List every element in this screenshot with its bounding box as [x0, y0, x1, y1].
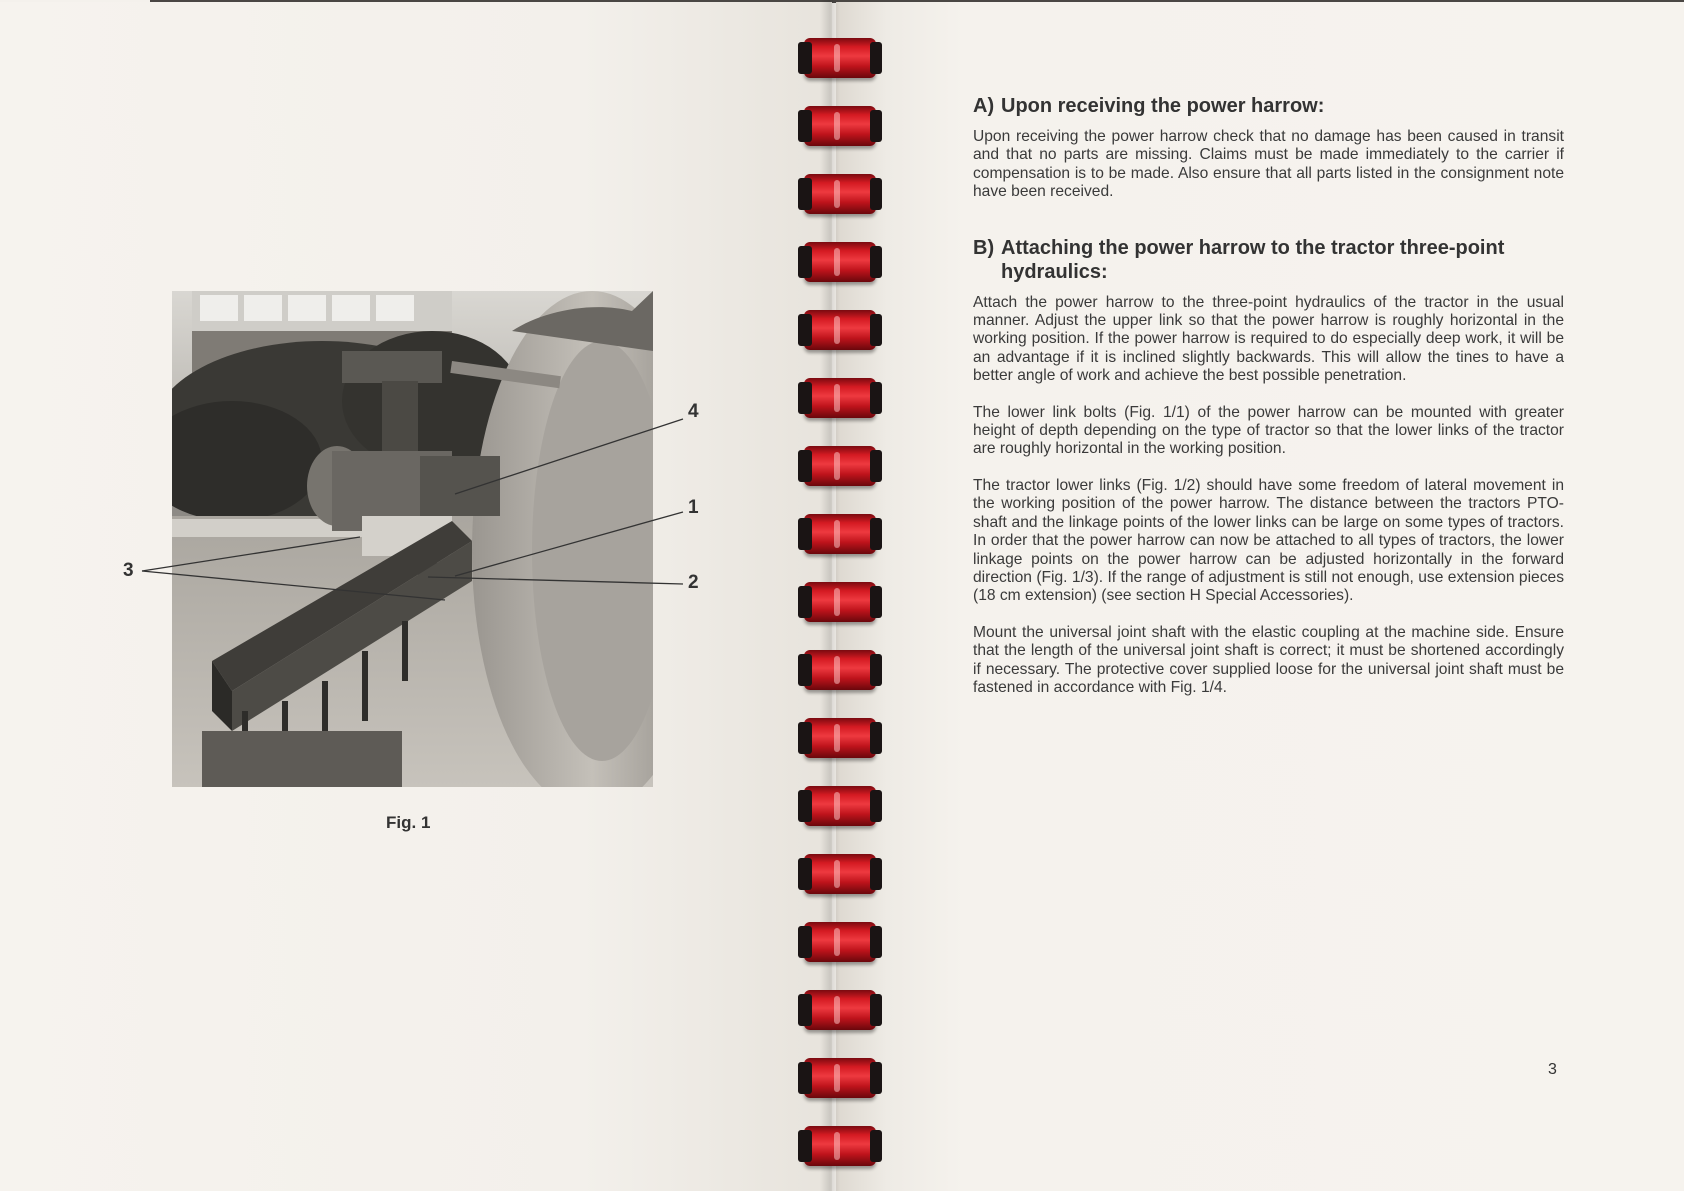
binding-coil	[804, 718, 876, 758]
section-a-letter: A)	[973, 95, 995, 117]
section-b-paragraph-4: Mount the universal joint shaft with the elastic coupling at the machine side. Ensure that the length of the universal joint shaft is correct; it must be shortened accordingly if necessary. The protective cover supplied loose for the universal joint shaft must be fastened in accordance with Fig. 1/4.	[973, 623, 1564, 696]
figure-caption: Fig. 1	[386, 813, 431, 832]
section-b-paragraph-1: Attach the power harrow to the three-point hydraulics of the tractor in the usual manner. Adjust the upper link so that the power harrow is roughly horizontal in the working position. If the power harrow is required to do especially deep work, it will be an advantage if it is inclined slightly backwards. This will allow the tines to have a better angle of work and achieve the best possible penetration.	[973, 293, 1564, 385]
section-b-paragraph-2: The lower link bolts (Fig. 1/1) of the power harrow can be mounted with greater height of depth depending on the type of tractor so that the lower links of the tractor are roughly horizontal in the working position.	[973, 403, 1564, 458]
binding-coil	[804, 514, 876, 554]
section-a-heading	[973, 94, 1564, 118]
binding-coil	[804, 922, 876, 962]
binding-coil	[804, 38, 876, 78]
binding-coil	[804, 650, 876, 690]
callout-1: 1	[688, 497, 699, 518]
binding-coil	[804, 106, 876, 146]
binding-coil	[804, 786, 876, 826]
section-a-title: Upon receiving the power harrow:	[1001, 95, 1325, 117]
section-b-title: Attaching the power harrow to the tractor three-point hydraulics:	[1001, 236, 1505, 283]
section-b-paragraph-3: The tractor lower links (Fig. 1/2) should have some freedom of lateral movement in the working position of the power harrow. The distance between the tractors PTO-shaft and the linkage points of the lower links can be large on some types of tractors. In order that the power harrow can now be attached to all types of tractors, the lower linkage points on the power harrow can be adjusted horizontally in the forward direction (Fig. 1/3). If the range of adjustment is still not enough, use extension pieces (18 cm extension) (see section H Special Accessories).	[973, 476, 1564, 605]
binding-coil	[804, 1058, 876, 1098]
binding-coil	[804, 446, 876, 486]
binding-coil	[804, 990, 876, 1030]
section-b-letter: B)	[973, 236, 995, 259]
binding-coil	[804, 1126, 876, 1166]
binding-coil	[804, 582, 876, 622]
callout-3: 3	[123, 560, 134, 581]
binding-coil	[804, 310, 876, 350]
spiral-binding	[796, 30, 886, 1191]
binding-coil	[804, 378, 876, 418]
section-b-heading	[973, 236, 1564, 284]
page-content	[973, 94, 1564, 697]
binding-coil	[804, 242, 876, 282]
callout-2: 2	[688, 572, 699, 593]
section-a-paragraph: Upon receiving the power harrow check that no damage has been caused in transit and that no parts are missing. Claims must be made immediately to the carrier if compensation is to be made. Also ensure that all parts listed in the consignment note have been received.	[973, 128, 1564, 201]
page-number: 3	[1548, 1061, 1557, 1078]
binding-coil	[804, 174, 876, 214]
binding-coil	[804, 854, 876, 894]
callout-4: 4	[688, 401, 699, 422]
